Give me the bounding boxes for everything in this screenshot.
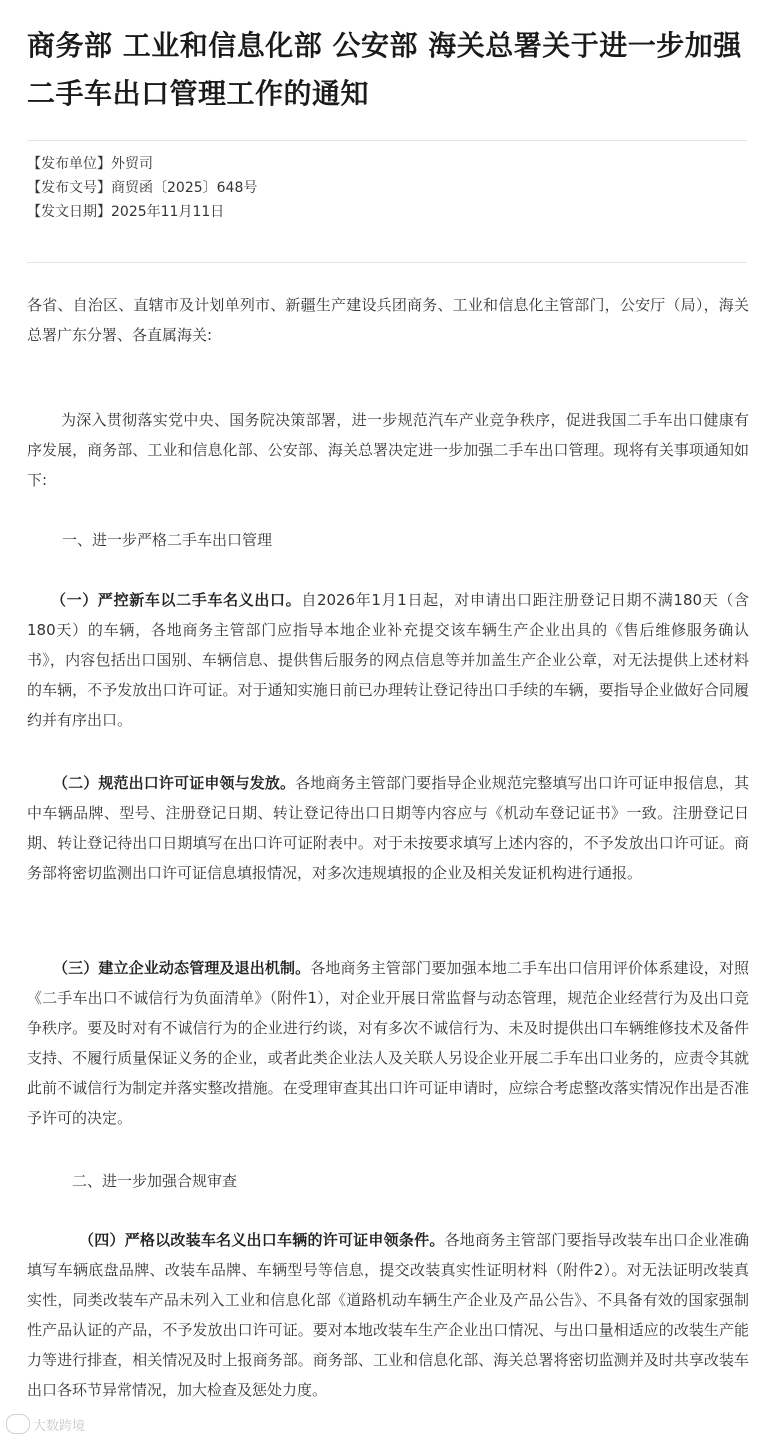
item-2-lead: （二）规范出口许可证申领与发放。	[53, 774, 296, 792]
item-1-lead: （一）严控新车以二手车名义出口。	[51, 591, 302, 609]
item-4	[27, 1225, 749, 1405]
item-1	[27, 585, 749, 735]
page-title: 商务部 工业和信息化部 公安部 海关总署关于进一步加强二手车出口管理工作的通知	[27, 29, 742, 110]
intro-paragraph: 为深入贯彻落实党中央、国务院决策部署，进一步规范汽车产业竞争秩序，促进我国二手车出口健康有序发展，商务部、工业和信息化部、公安部、海关总署决定进一步加强二手车出口管理。现将有关事项通知如下:	[27, 411, 749, 489]
item-2	[27, 768, 749, 888]
item-3-text: 各地商务主管部门要加强本地二手车出口信用评价体系建设，对照《二手车出口不诚信行为负面清单》（附件1），对企业开展日常监督与动态管理，规范企业经营行为及出口竞争秩序。要及时对有不诚信行为的企业进行约谈，对有多次不诚信行为、未及时提供出口车辆维修技术及备件支持、不履行质量保证义务的企业，或者此类企业法人及关联人另设企业开展二手车出口业务的，应责令其就此前不诚信行为制定并落实整改措施。在受理审查其出口许可证申请时，应综合考虑整改落实情况作出是否准予许可的决定。	[27, 959, 749, 1127]
addressee: 各省、自治区、直辖市及计划单列市、新疆生产建设兵团商务、工业和信息化主管部门，公安厅（局），海关总署广东分署、各直属海关:	[27, 296, 749, 344]
section-heading-2: 二、进一步加强合规审查	[72, 1172, 238, 1190]
meta-block	[27, 152, 257, 224]
item-4-lead: （四）严格以改装车名义出口车辆的许可证申领条件。	[79, 1231, 445, 1249]
watermark-logo-icon	[6, 1414, 30, 1434]
item-3	[27, 953, 749, 1133]
item-3-lead: （三）建立企业动态管理及退出机制。	[53, 959, 311, 977]
section-heading-1: 一、进一步严格二手车出口管理	[62, 531, 273, 549]
watermark-text: 大数跨境	[33, 1418, 86, 1434]
meta-date: 【发文日期】2025年11月11日	[27, 204, 225, 220]
meta-unit: 【发布单位】外贸司	[27, 156, 153, 172]
item-4-text: 各地商务主管部门要指导改装车出口企业准确填写车辆底盘品牌、改装车品牌、车辆型号等信息，提交改装真实性证明材料（附件2）。对无法证明改装真实性，同类改装车产品未列入工业和信息化部《道路机动车辆生产企业及产品公告》、不具备有效的国家强制性产品认证的产品，不予发放出口许可证。要对本地改装车生产企业出口情况、与出口量相适应的改装生产能力等进行排查，相关情况及时上报商务部。商务部、工业和信息化部、海关总署将密切监测并及时共享改装车出口各环节异常情况，加大检查及惩处力度。	[27, 1231, 749, 1399]
watermark	[6, 1414, 85, 1434]
item-2-text: 各地商务主管部门要指导企业规范完整填写出口许可证申报信息，其中车辆品牌、型号、注册登记日期、转让登记待出口日期等内容应与《机动车登记证书》一致。注册登记日期、转让登记待出口日期填写在出口许可证附表中。对于未按要求填写上述内容的，不予发放出口许可证。商务部将密切监测出口许可证信息填报情况，对多次违规填报的企业及相关发证机构进行通报。	[27, 774, 749, 882]
item-1-text: 自2026年1月1日起，对申请出口距注册登记日期不满180天（含180天）的车辆，各地商务主管部门应指导本地企业补充提交该车辆生产企业出具的《售后维修服务确认书》，内容包括出口国别、车辆信息、提供售后服务的网点信息等并加盖生产企业公章，对无法提供上述材料的车辆，不予发放出口许可证。对于通知实施日前已办理转让登记待出口手续的车辆，要指导企业做好合同履约并有序出口。	[27, 591, 749, 729]
divider	[27, 262, 747, 263]
meta-doc-no: 【发布文号】商贸函〔2025〕648号	[27, 180, 258, 196]
divider	[27, 140, 747, 141]
